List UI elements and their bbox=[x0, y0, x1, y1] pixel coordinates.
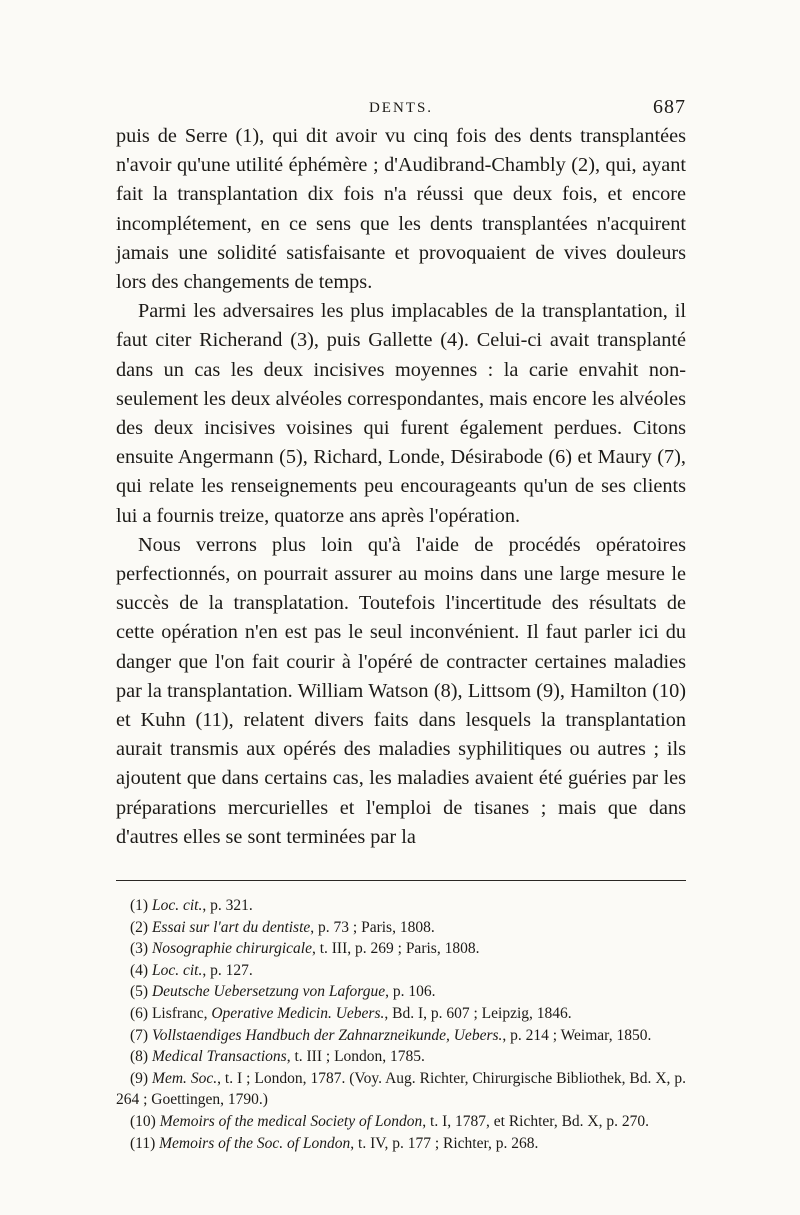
footnote-title: Memoirs of the Soc. of London bbox=[159, 1134, 351, 1152]
footnote bbox=[116, 960, 686, 982]
footnote-reference: , p. 127. bbox=[202, 961, 253, 979]
paragraph: Nous verrons plus loin qu'à l'aide de procédés opératoires perfectionnés, on pourrait assurer au moins dans une large mesure le succès de la transplatation. Toutefois l'incertitude des résultats de cette opération n'en est pas le seul inconvénient. Il faut parler ici du danger que l'on fait courir à l'opéré de contracter certaines maladies par la transplantation. William Watson (8), Littsom (9), Hamilton (10) et Kuhn (11), relatent divers faits dans lesquels la transplantation aurait transmis aux opérés des maladies syphilitiques ou autres ; ils ajoutent que dans certains cas, les maladies avaient été guéries par les préparations mercurielles et l'emploi de tisanes ; mais que dans d'autres elles se sont terminées par la bbox=[116, 533, 686, 848]
paragraph: puis de Serre (1), qui dit avoir vu cinq fois des dents transplantées n'avoir qu'une utilité éphémère ; d'Audibrand-Chambly (2), qui, ayant fait la transplantation dix fois n'a réussi que deux fois, et encore incomplétement, en ce sens que les dents transplantées n'acquirent jamais une solidité satisfaisante et provoquaient de vives douleurs lors des changements de temps. bbox=[116, 125, 686, 294]
footnote-reference: , p. 214 ; Weimar, 1850. bbox=[502, 1026, 652, 1044]
footnote-title: Vollstaendiges Handbuch der Zahnarzneikunde, Uebers. bbox=[151, 1026, 503, 1044]
footnote-number: (2) bbox=[130, 918, 152, 936]
footnote-title: Mem. Soc. bbox=[152, 1069, 218, 1087]
running-head bbox=[116, 96, 686, 122]
footnote bbox=[116, 1111, 686, 1133]
footnote bbox=[116, 1133, 686, 1155]
footnote-number: (11) bbox=[130, 1134, 160, 1152]
paragraph: Parmi les adversaires les plus implacables de la transplantation, il faut citer Richerand (3), puis Gallette (4). Celui-ci avait transplanté dans un cas les deux incisives moyennes : la carie envahit non-seulement les deux alvéoles correspondantes, mais encore les alvéoles des deux incisives voisines qui furent également perdues. Citons ensuite Angermann (5), Richard, Londe, Désirabode (6) et Maury (7), qui relate les renseignements peu encourageants qu'un de ses clients lui a fournis treize, quatorze ans après l'opération. bbox=[116, 300, 686, 527]
footnote-reference: , t. I ; London, 1787. (Voy. Aug. Richter, Chirurgische Bibliothek, Bd. X, p. 264 ; Goettingen, 1790.) bbox=[116, 1069, 686, 1109]
footnote-reference: , t. IV, p. 177 ; Richter, p. 268. bbox=[350, 1134, 539, 1152]
footnote-reference: , p. 321. bbox=[202, 897, 253, 915]
footnote-title: Loc. cit. bbox=[151, 897, 203, 915]
footnote bbox=[116, 895, 686, 917]
footnote bbox=[116, 1003, 686, 1025]
footnotes bbox=[116, 895, 686, 1154]
footnote-author: Lisfranc, bbox=[151, 1005, 212, 1023]
footnote-title: Memoirs of the medical Society of London bbox=[159, 1113, 423, 1131]
book-page bbox=[116, 96, 686, 1154]
footnote-number: (1) bbox=[130, 897, 152, 915]
footnote-number: (6) bbox=[130, 1005, 152, 1023]
footnote-reference: , t. III, p. 269 ; Paris, 1808. bbox=[311, 940, 480, 958]
footnote-divider bbox=[116, 880, 686, 881]
footnote-number: (10) bbox=[130, 1113, 160, 1131]
footnote-title: Deutsche Uebersetzung von Laforgue bbox=[151, 983, 386, 1001]
footnote-reference: , t. III ; London, 1785. bbox=[286, 1048, 425, 1066]
footnote bbox=[116, 938, 686, 960]
footnote-reference: , t. I, 1787, et Richter, Bd. X, p. 270. bbox=[422, 1113, 649, 1131]
footnote-number: (9) bbox=[130, 1069, 153, 1087]
footnote-title: Operative Medicin. Uebers. bbox=[211, 1005, 385, 1023]
footnote bbox=[116, 1046, 686, 1068]
footnote-number: (3) bbox=[130, 940, 152, 958]
footnote bbox=[116, 917, 686, 939]
footnote-reference: , p. 106. bbox=[385, 983, 436, 1001]
footnote-number: (8) bbox=[130, 1048, 152, 1066]
page-number: 687 bbox=[653, 96, 686, 118]
footnote bbox=[116, 1025, 686, 1047]
footnote bbox=[116, 1068, 686, 1111]
footnote-title: Medical Transactions bbox=[151, 1048, 287, 1066]
footnote-reference: , p. 73 ; Paris, 1808. bbox=[310, 918, 435, 936]
footnote-title: Essai sur l'art du dentiste bbox=[151, 918, 311, 936]
footnote-title: Nosographie chirurgicale bbox=[151, 940, 312, 958]
footnote-title: Loc. cit. bbox=[151, 961, 203, 979]
footnote-number: (4) bbox=[130, 961, 152, 979]
footnote-number: (5) bbox=[130, 983, 152, 1001]
footnote-number: (7) bbox=[130, 1026, 152, 1044]
footnote bbox=[116, 981, 686, 1003]
footnote-reference: , Bd. I, p. 607 ; Leipzig, 1846. bbox=[384, 1005, 572, 1023]
body-text bbox=[116, 122, 686, 852]
running-title: DENTS. bbox=[368, 100, 434, 116]
